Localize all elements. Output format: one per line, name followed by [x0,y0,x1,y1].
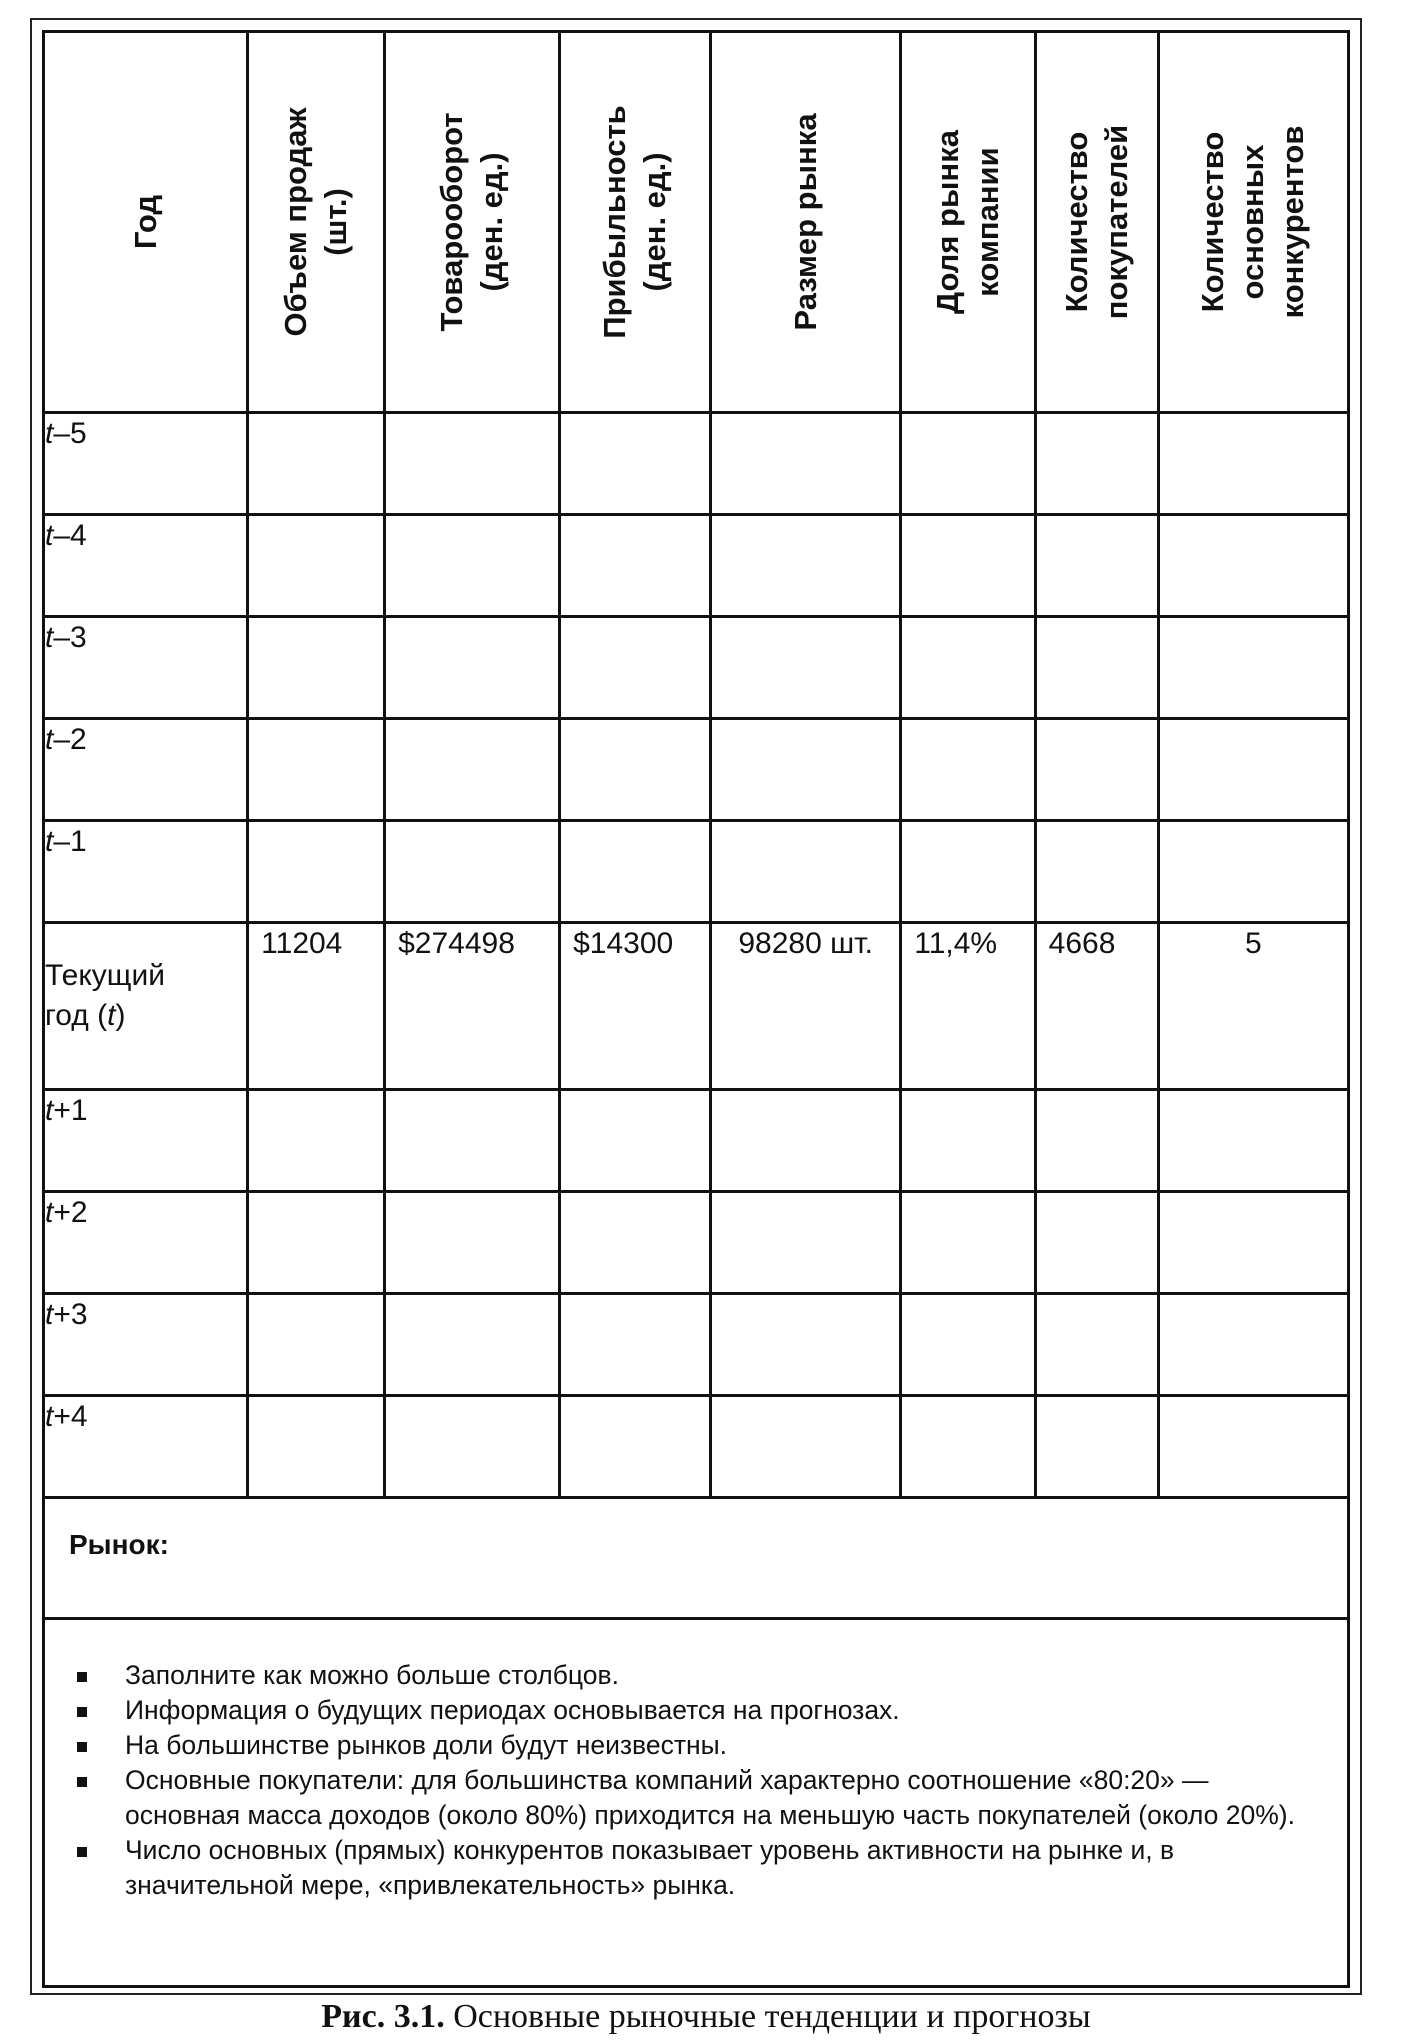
header-competitors-text: Количество основных конкурентов [1195,125,1311,319]
table-cell [711,1090,901,1192]
table-cell [901,821,1035,923]
table-cell [248,821,385,923]
header-market-share [901,32,1035,413]
header-turnover [385,32,560,413]
table-cell [711,413,901,515]
table-cell [385,1294,560,1396]
trends-table [42,30,1350,1988]
table-cell [560,515,711,617]
table-cell [560,719,711,821]
header-market-share-text: Доля рынка компании [929,130,1005,314]
table-cell [560,1396,711,1498]
table-cell [560,617,711,719]
year-label: t+1 [45,1094,88,1127]
table-cell [248,413,385,515]
table-cell [248,1090,385,1192]
table-cell [901,1294,1035,1396]
table-cell [901,719,1035,821]
table-cell [1158,1294,1348,1396]
table-cell: 98280 шт. [711,923,901,1090]
table-cell [248,515,385,617]
table-cell [1158,719,1348,821]
header-sales-volume [248,32,385,413]
header-profitability [560,32,711,413]
table-cell [1035,413,1158,515]
table-cell [711,1396,901,1498]
year-cell [44,617,248,719]
table-cell [711,1192,901,1294]
year-cell [44,719,248,821]
market-label: Рынок: [69,1529,169,1560]
table-cell [1158,617,1348,719]
table-cell [1158,1090,1348,1192]
table-cell [248,719,385,821]
table-cell [901,1192,1035,1294]
year-label: t–2 [45,723,87,756]
table-cell [901,1396,1035,1498]
caption-text: Основные рыночные тенденции и прогнозы [444,1998,1091,2035]
table-cell [1158,413,1348,515]
market-cell [44,1498,1349,1619]
note-item: На большинстве рынков доли будут неизвестны. [75,1728,1307,1763]
year-label: t+3 [45,1298,88,1331]
year-cell [44,1294,248,1396]
table-cell [901,617,1035,719]
table-cell [901,413,1035,515]
year-cell [44,1396,248,1498]
table-cell [385,1192,560,1294]
header-year-text: Год [127,194,163,250]
header-year [44,32,248,413]
table-cell [560,413,711,515]
table-row [44,1294,1349,1396]
table-cell [385,1396,560,1498]
year-label: t+4 [45,1400,88,1433]
year-label: t–1 [45,825,87,858]
header-row [44,32,1349,413]
table-cell [385,821,560,923]
year-cell [44,821,248,923]
year-label: t+2 [45,1196,88,1229]
table-cell [385,515,560,617]
header-market-size-text: Размер рынка [787,113,823,331]
figure-caption [0,1998,1412,2036]
header-customers-text: Количество покупателей [1058,124,1134,320]
table-cell [385,719,560,821]
note-item: Число основных (прямых) конкурентов показывает уровень активности на рынке и, в значительной мере, «привлекательность» рынка. [75,1833,1307,1903]
table-cell: 11204 [248,923,385,1090]
header-profitability-text: Прибыльность (ден. ед.) [597,105,673,339]
table-cell [711,515,901,617]
header-customers [1035,32,1158,413]
table-cell: 11,4% [901,923,1035,1090]
table-cell [1158,1396,1348,1498]
table-cell [711,821,901,923]
header-sales-volume-text: Объем продаж (шт.) [278,107,354,337]
table-row [44,719,1349,821]
table-cell [248,1192,385,1294]
year-label: t–3 [45,621,87,654]
table-cell [711,1294,901,1396]
table-cell [711,617,901,719]
table-cell [1158,821,1348,923]
table-cell [560,1090,711,1192]
table-row-current-year [44,923,1349,1090]
table-cell [1035,515,1158,617]
notes-list [45,1620,1347,1903]
table-cell [248,1396,385,1498]
table-cell [385,413,560,515]
year-label: t–5 [45,417,87,450]
table-row [44,617,1349,719]
table-cell [248,1294,385,1396]
table-cell [1035,1090,1158,1192]
table-row [44,1192,1349,1294]
header-market-size [711,32,901,413]
table-cell [1158,515,1348,617]
table-cell [560,1294,711,1396]
table-cell [1035,1192,1158,1294]
table-cell [1035,617,1158,719]
table-cell [1035,1396,1158,1498]
table-cell [1158,1192,1348,1294]
table-cell [711,719,901,821]
table-cell [560,1192,711,1294]
header-turnover-text: Товарооборот (ден. ед.) [434,112,510,332]
caption-number: Рис. 3.1. [321,1998,445,2035]
notes-row [44,1619,1349,1987]
note-item: Заполните как можно больше столбцов. [75,1658,1307,1693]
table-row [44,515,1349,617]
year-cell [44,923,248,1090]
table-row [44,1090,1349,1192]
market-row [44,1498,1349,1619]
table-cell: $274498 [385,923,560,1090]
table-cell [1035,719,1158,821]
year-label: Текущий год (t) [45,959,165,1032]
table-cell [385,617,560,719]
table-cell: 4668 [1035,923,1158,1090]
table-cell: $14300 [560,923,711,1090]
year-cell [44,413,248,515]
notes-cell [44,1619,1349,1987]
table-row [44,1396,1349,1498]
table-row [44,821,1349,923]
year-label: t–4 [45,519,87,552]
table-cell [248,617,385,719]
table-cell [901,1090,1035,1192]
year-cell [44,1192,248,1294]
table-cell: 5 [1158,923,1348,1090]
table-cell [901,515,1035,617]
table-cell [385,1090,560,1192]
year-cell [44,515,248,617]
table-cell [1035,821,1158,923]
note-item: Основные покупатели: для большинства компаний характерно соотношение «80:20» — основная масса доходов (около 80%) приходится на меньшую часть покупателей (около 20%). [75,1763,1307,1833]
table-cell [560,821,711,923]
note-item: Информация о будущих периодах основывается на прогнозах. [75,1693,1307,1728]
table-row [44,413,1349,515]
year-cell [44,1090,248,1192]
table-cell [1035,1294,1158,1396]
header-competitors [1158,32,1348,413]
